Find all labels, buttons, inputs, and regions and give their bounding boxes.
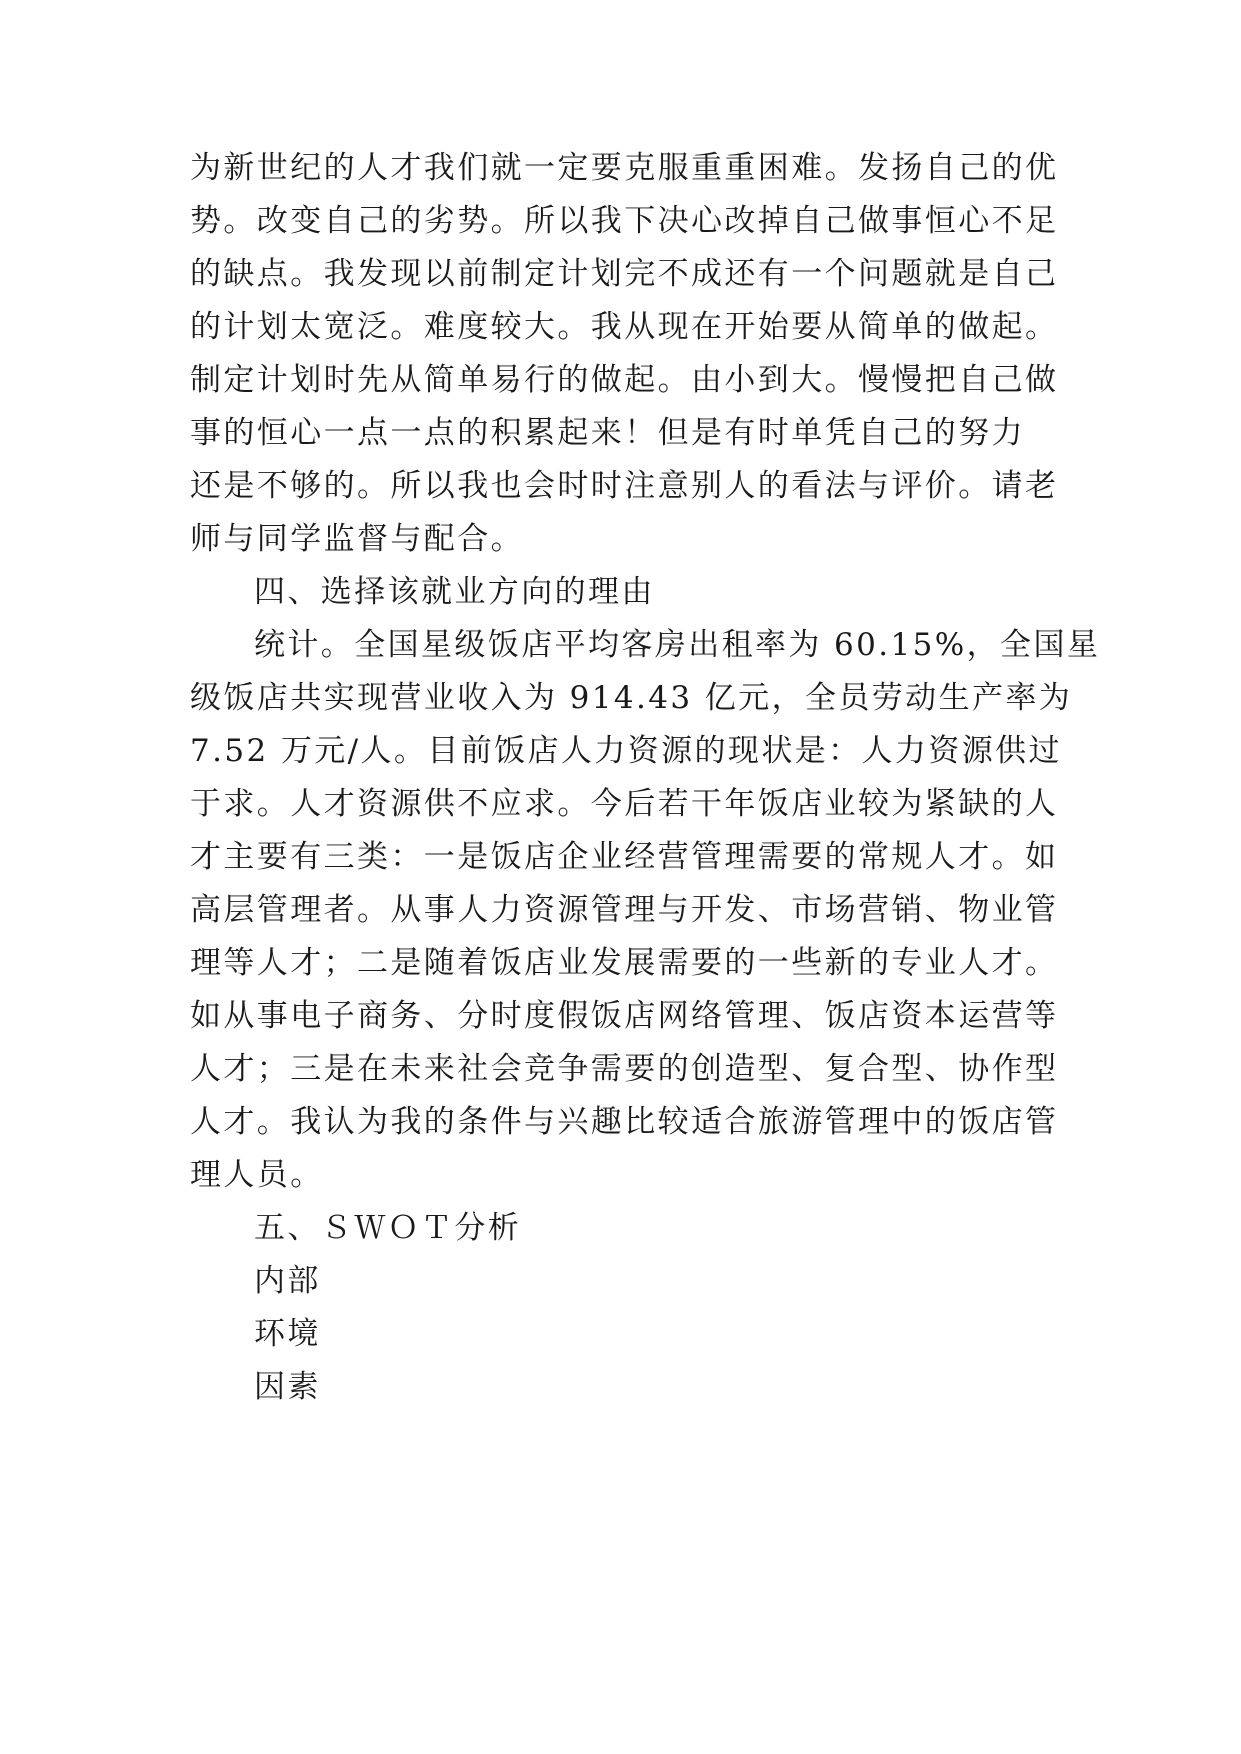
paragraph-line: 为新世纪的人才我们就一定要克服重重困难。发扬自己的优 [190, 150, 1059, 186]
paragraph-line: 的计划太宽泛。难度较大。我从现在开始要从简单的做起。 [190, 309, 1059, 345]
paragraph-line: 势。改变自己的劣势。所以我下决心改掉自己做事恒心不足 [190, 203, 1059, 239]
paragraph-line: 制定计划时先从简单易行的做起。由小到大。慢慢把自己做 [190, 362, 1059, 398]
paragraph-line: 人才。我认为我的条件与兴趣比较适合旅游管理中的饭店管 [190, 1104, 1059, 1140]
section-heading: 五、ＳＷＯＴ分析 [254, 1210, 522, 1246]
section-heading: 四、选择该就业方向的理由 [254, 574, 655, 610]
paragraph-line: 如从事电子商务、分时度假饭店网络管理、饭店资本运营等 [190, 998, 1059, 1034]
paragraph-line: 事的恒心一点一点的积累起来！但是有时单凭自己的努力 [190, 415, 1025, 451]
paragraph-line: 理等人才；二是随着饭店业发展需要的一些新的专业人才。 [190, 945, 1059, 981]
list-item: 因素 [254, 1369, 321, 1405]
paragraph-line: 统计。全国星级饭店平均客房出租率为 60.15%，全国星 [254, 627, 1101, 663]
paragraph-line: 高层管理者。从事人力资源管理与开发、市场营销、物业管 [190, 892, 1059, 928]
paragraph-line: 师与同学监督与配合。 [190, 521, 524, 557]
paragraph-line: 才主要有三类：一是饭店企业经营管理需要的常规人才。如 [190, 839, 1059, 875]
paragraph-line: 级饭店共实现营业收入为 914.43 亿元，全员劳动生产率为 [190, 680, 1073, 716]
paragraph-line: 人才；三是在未来社会竞争需要的创造型、复合型、协作型 [190, 1051, 1059, 1087]
paragraph-line: 理人员。 [190, 1157, 324, 1193]
paragraph-line: 于求。人才资源供不应求。今后若干年饭店业较为紧缺的人 [190, 786, 1059, 822]
paragraph-line: 还是不够的。所以我也会时时注意别人的看法与评价。请老 [190, 468, 1059, 504]
paragraph-line: 7.52 万元/人。目前饭店人力资源的现状是：人力资源供过 [190, 733, 1062, 769]
paragraph-line: 的缺点。我发现以前制定计划完不成还有一个问题就是自己 [190, 256, 1059, 292]
list-item: 内部 [254, 1263, 321, 1299]
list-item: 环境 [254, 1316, 321, 1352]
